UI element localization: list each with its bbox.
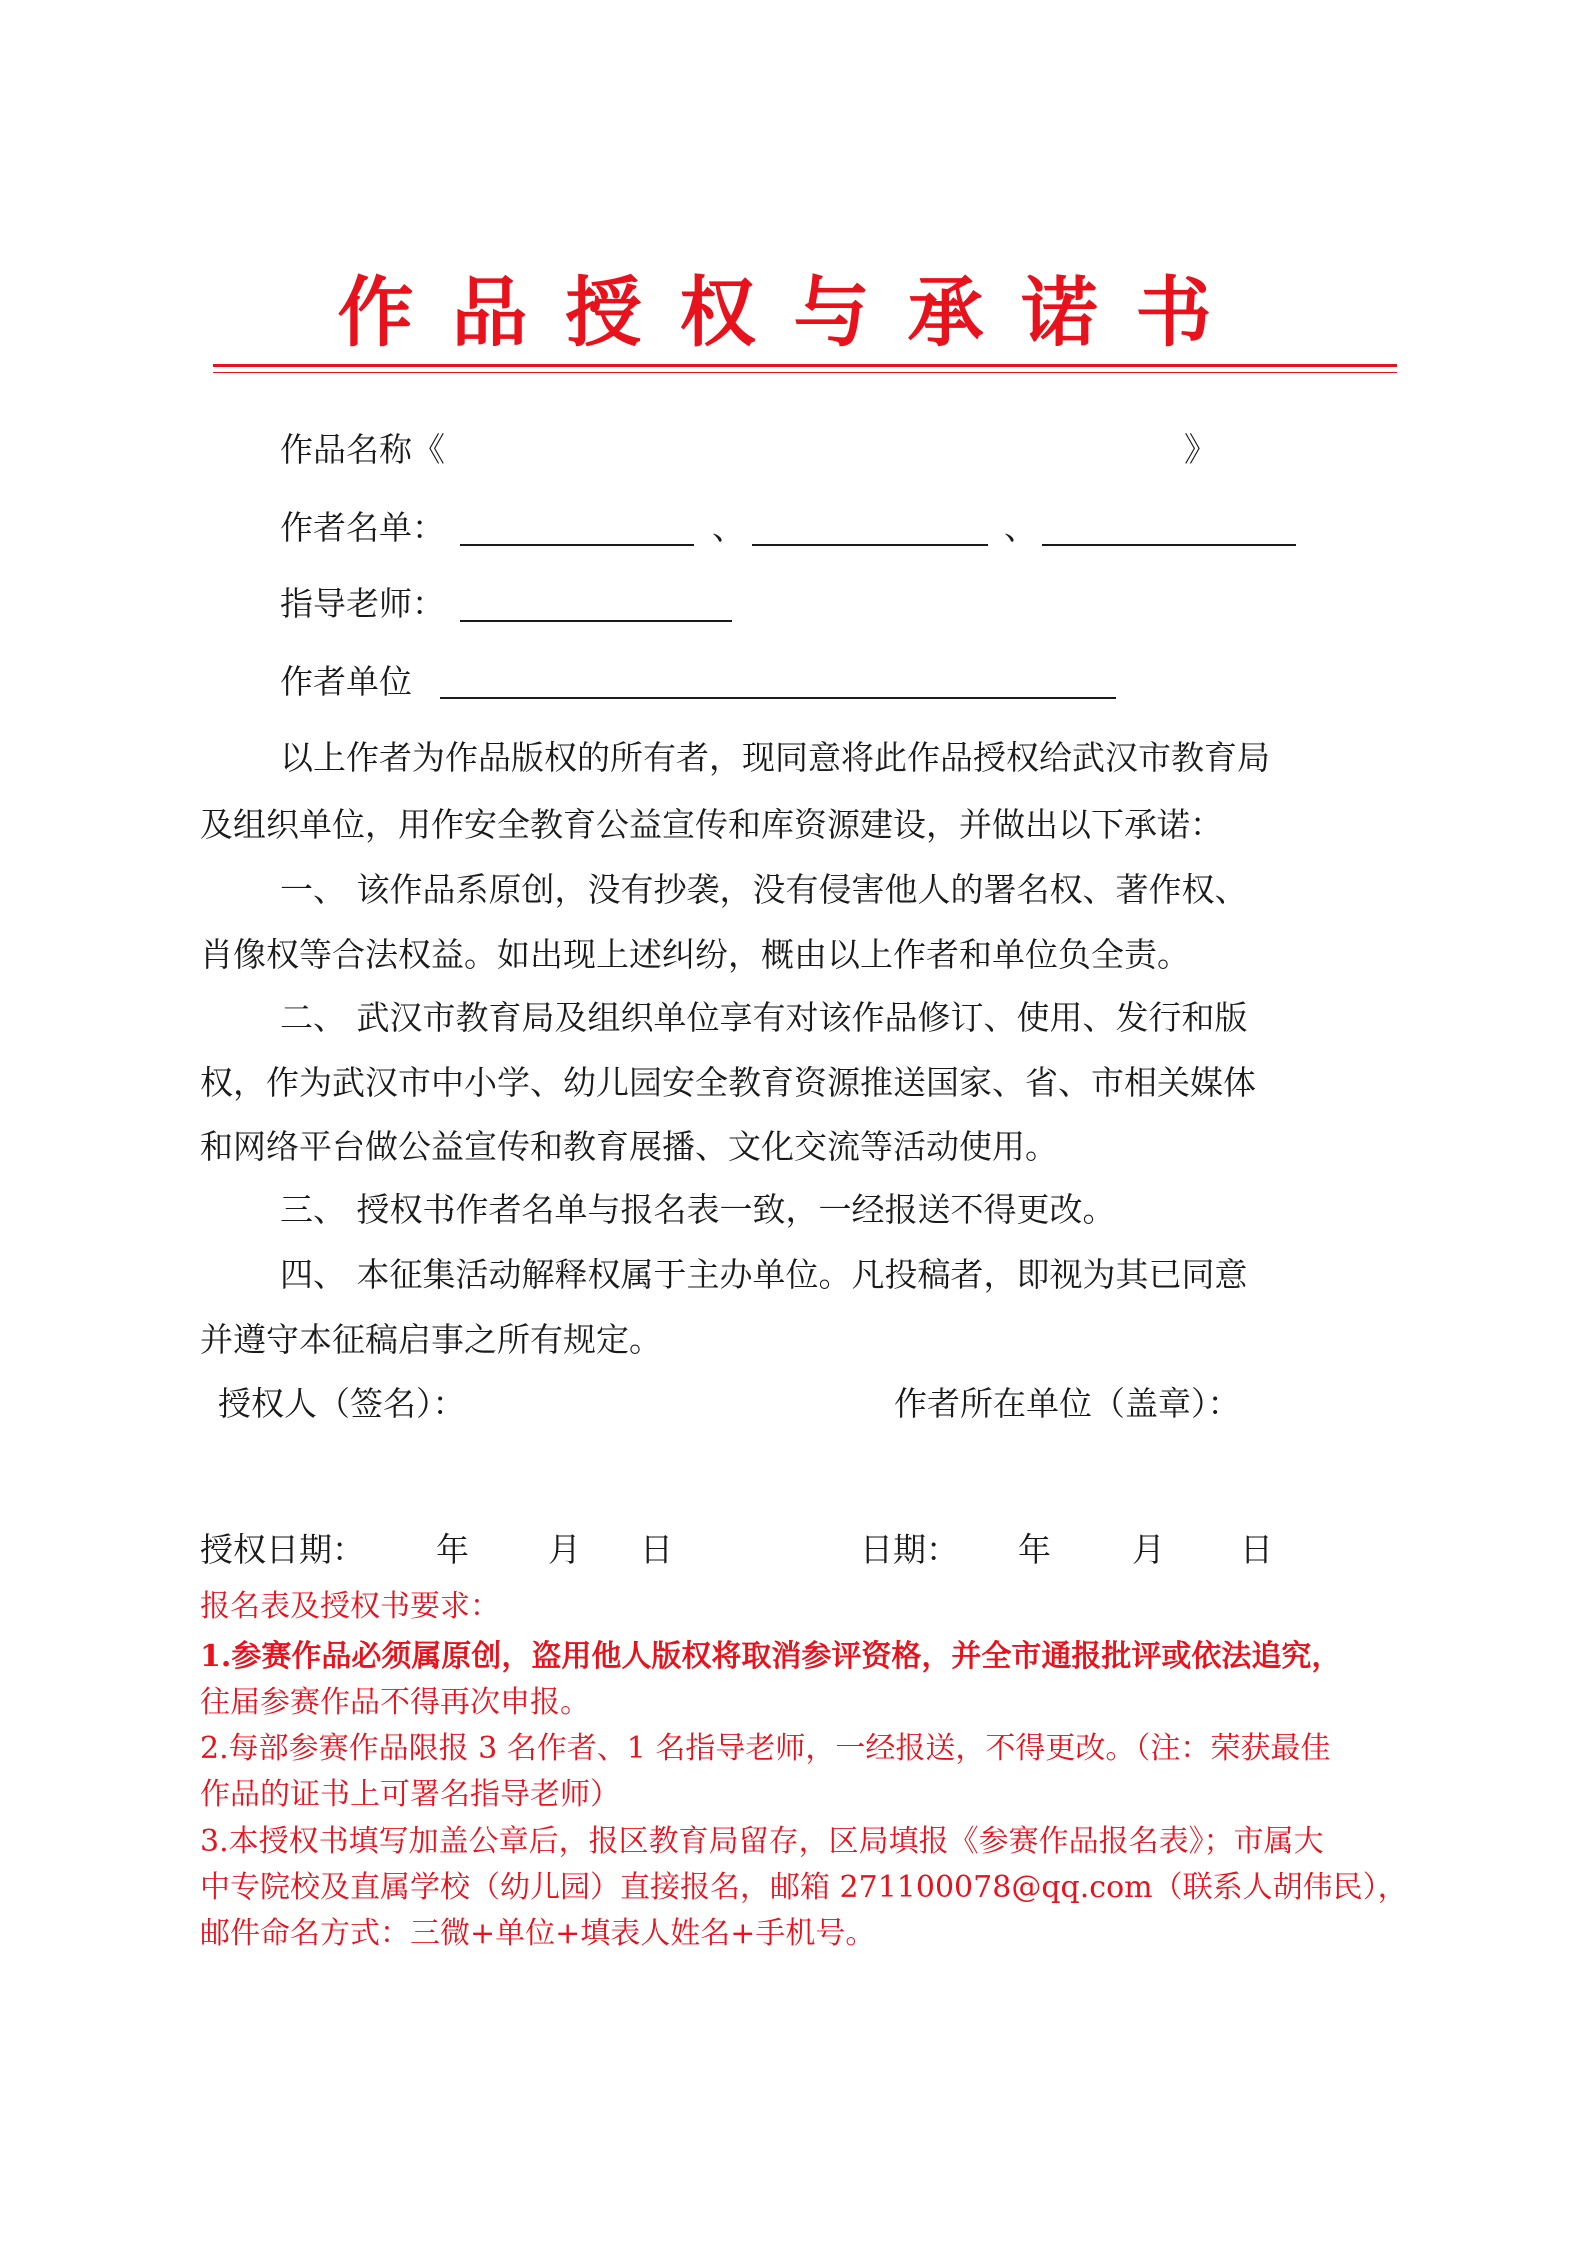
stamp-date-day: 日 <box>1240 1530 1273 1569</box>
work-name-label: 作品名称《 <box>280 430 445 469</box>
work-name-close: 》 <box>1184 430 1217 469</box>
stamp-date-year: 年 <box>1018 1530 1051 1569</box>
title-rule-thin <box>213 372 1397 373</box>
unit-field[interactable] <box>440 697 1116 699</box>
stamp-date-month: 月 <box>1132 1530 1165 1569</box>
item-3-line-1: 三、 授权书作者名单与报名表一致，一经报送不得更改。 <box>280 1190 1116 1229</box>
unit-stamp-label: 作者所在单位（盖章）： <box>894 1384 1241 1423</box>
auth-date-month: 月 <box>548 1530 581 1569</box>
requirement-1-line-1: 1.参赛作品必须属原创，盗用他人版权将取消参评资格，并全市通报批评或依法追究， <box>200 1639 1342 1674</box>
requirement-3-line-2: 中专院校及直属学校（幼儿园）直接报名，邮箱 271100078@qq.com（联系人胡伟民）， <box>200 1870 1408 1905</box>
author-3-field[interactable] <box>1042 544 1296 546</box>
intro-line-1: 以上作者为作品版权的所有者，现同意将此作品授权给武汉市教育局 <box>280 738 1270 777</box>
authors-label: 作者名单： <box>280 508 445 547</box>
unit-label: 作者单位 <box>280 662 412 701</box>
author-2-field[interactable] <box>752 544 988 546</box>
item-4-line-2: 并遵守本征稿启事之所有规定。 <box>200 1320 662 1359</box>
requirement-3-line-1: 3.本授权书填写加盖公章后，报区教育局留存，区局填报《参赛作品报名表》；市属大 <box>200 1824 1324 1859</box>
authorizer-signature-label: 授权人（签名）： <box>218 1384 466 1423</box>
item-2-line-2: 权，作为武汉市中小学、幼儿园安全教育资源推送国家、省、市相关媒体 <box>200 1063 1256 1102</box>
item-1-line-1: 一、 该作品系原创，没有抄袭，没有侵害他人的署名权、著作权、 <box>280 870 1248 909</box>
requirements-heading: 报名表及授权书要求： <box>200 1589 500 1624</box>
requirement-3-line-3: 邮件命名方式：三微+单位+填表人姓名+手机号。 <box>200 1916 876 1951</box>
author-separator-1: 、 <box>712 508 745 547</box>
item-1-line-2: 肖像权等合法权益。如出现上述纠纷，概由以上作者和单位负全责。 <box>200 935 1190 974</box>
auth-date-year: 年 <box>436 1530 469 1569</box>
advisor-field[interactable] <box>460 620 732 622</box>
auth-date-label: 授权日期： <box>200 1530 365 1569</box>
intro-line-2: 及组织单位，用作安全教育公益宣传和库资源建设，并做出以下承诺： <box>200 805 1223 844</box>
author-separator-2: 、 <box>1004 508 1037 547</box>
requirement-2-line-1: 2.每部参赛作品限报 3 名作者、1 名指导老师，一经报送，不得更改。（注：荣获最佳 <box>200 1731 1331 1766</box>
requirement-1-line-2: 往届参赛作品不得再次申报。 <box>200 1685 590 1720</box>
author-1-field[interactable] <box>460 544 694 546</box>
advisor-label: 指导老师： <box>280 584 445 623</box>
work-name-field[interactable] <box>470 468 1170 470</box>
auth-date-day: 日 <box>640 1530 673 1569</box>
item-2-line-1: 二、 武汉市教育局及组织单位享有对该作品修订、使用、发行和版 <box>280 998 1248 1037</box>
item-4-line-1: 四、 本征集活动解释权属于主办单位。凡投稿者，即视为其已同意 <box>280 1255 1248 1294</box>
item-2-line-3: 和网络平台做公益宣传和教育展播、文化交流等活动使用。 <box>200 1127 1058 1166</box>
stamp-date-label: 日期： <box>860 1530 959 1569</box>
title-rule-thick <box>213 364 1397 367</box>
requirement-2-line-2: 作品的证书上可署名指导老师） <box>200 1777 620 1812</box>
document-title: 作品授权与承诺书 <box>337 268 1250 357</box>
